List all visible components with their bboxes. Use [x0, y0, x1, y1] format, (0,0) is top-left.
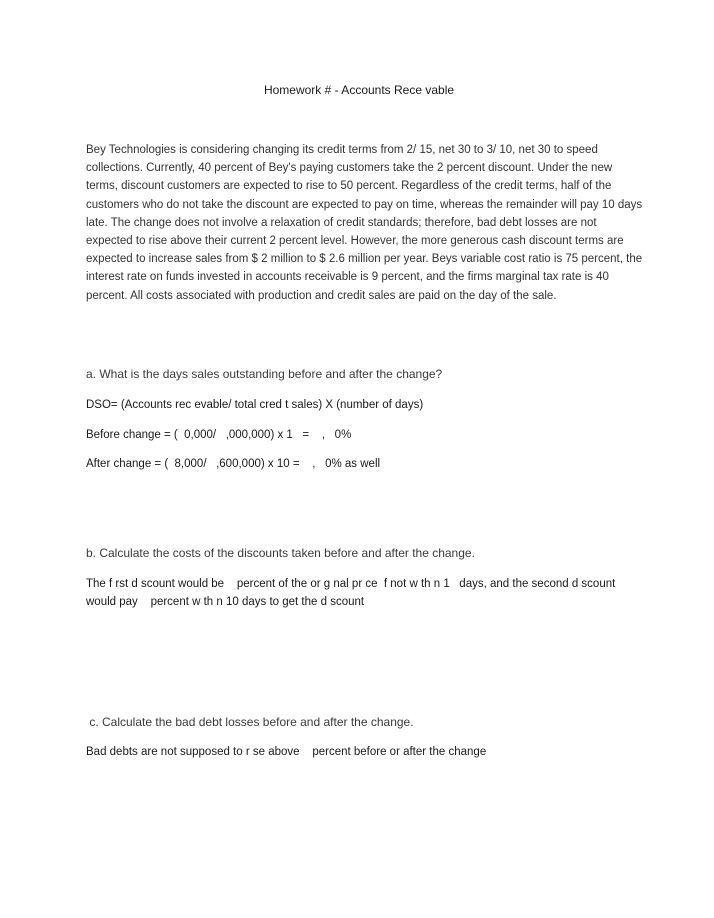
- question-a: a. What is the days sales outstanding before and after the change?: [86, 367, 443, 381]
- answer-c: Bad debts are not supposed to r se above percent before or after the change: [86, 746, 487, 758]
- document-title: Homework # - Accounts Rece vable: [263, 83, 455, 97]
- answer-a-formula: DSO= (Accounts rec evable/ total cred t sales) X (number of days): [86, 399, 424, 411]
- intro-paragraph: Bey Technologies is considering changing its credit terms from 2/ 15, net 30 to 3/ 10, net 30 to speed collections. Currently, 40 percent of Bey's paying customers take the 2 percent discount. Under the new terms, discount customers are expected to rise to 50 percent. Regardless of the credit terms, half of the customers who do not take the discount are expected to pay on time, whereas the remainder will pay 10 days late. The change does not involve a relaxation of credit standards; therefore, bad debt losses are not expected to rise above their current 2 percent level. However, the more generous cash discount terms are expected to increase sales from $ 2 million to $ 2.6 million per year. Beys variable cost ratio is 75 percent, the interest rate on funds invested in accounts receivable is 9 percent, and the firms marginal tax rate is 40 percent. All costs associated with production and credit sales are paid on the day of the sale.: [86, 144, 643, 302]
- question-c: c. Calculate the bad debt losses before and after the change.: [86, 715, 414, 729]
- answer-b: The f rst d scount would be percent of the or g nal pr ce f not w th n 1 days, and the second d scount would pay percent w th n 10 days to get the d scount: [86, 578, 619, 608]
- question-b: b. Calculate the costs of the discounts taken before and after the change.: [86, 546, 475, 560]
- answer-a-before: Before change = ( 0,000/ ,000,000) x 1 = , 0%: [86, 429, 352, 441]
- answer-a-after: After change = ( 8,000/ ,600,000) x 10 = , 0% as well: [86, 458, 381, 470]
